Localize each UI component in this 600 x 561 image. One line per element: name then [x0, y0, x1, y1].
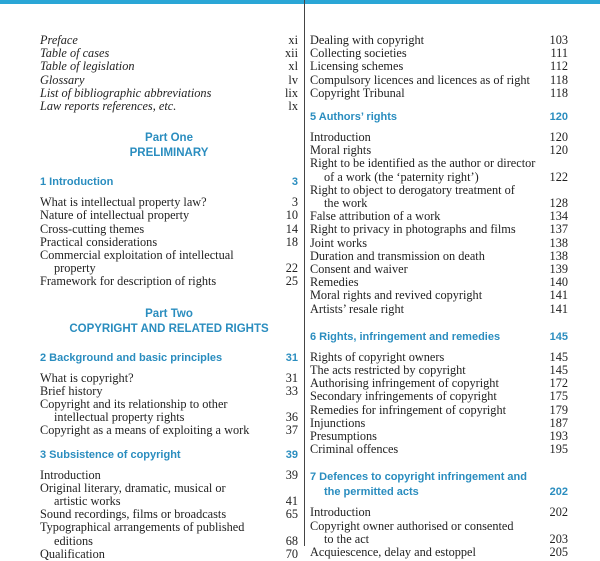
toc-entry[interactable]	[40, 60, 298, 73]
toc-entry-title: Introduction	[40, 467, 101, 482]
toc-entry-title: of a work (the ‘paternity right’)	[324, 169, 479, 184]
toc-entry[interactable]	[40, 74, 298, 87]
toc-entry[interactable]	[310, 87, 568, 100]
toc-entry-page: 139	[549, 262, 568, 277]
toc-entry-page: 37	[285, 423, 298, 438]
toc-entry[interactable]	[40, 209, 298, 222]
toc-entry-page: 134	[549, 209, 568, 224]
toc-entry-title: Right to privacy in photographs and films	[310, 222, 516, 237]
toc-entry-title: Artists’ resale right	[310, 301, 405, 316]
part-one-label: Part One	[145, 132, 193, 145]
chapter-5-heading[interactable]: 5 Authors’ rights 120	[310, 111, 568, 124]
toc-entry-page: 112	[550, 59, 568, 74]
chapter-4-tail-entries	[310, 34, 568, 100]
toc-entry[interactable]	[310, 390, 568, 403]
toc-entry-title: Authorising infringement of copyright	[310, 376, 499, 391]
toc-entry-page: 195	[549, 442, 568, 457]
toc-entry-page: xl	[288, 59, 298, 74]
toc-entry-title: Remedies for infringement of copyright	[310, 402, 507, 417]
part-one-title: PRELIMINARY	[129, 147, 209, 160]
toc-entry-title: Criminal offences	[310, 442, 399, 457]
toc-entry-page: 187	[549, 415, 568, 430]
toc-entry-title: Table of cases	[40, 46, 110, 61]
toc-entry[interactable]	[40, 100, 298, 113]
toc-entry-page: 145	[549, 363, 568, 378]
toc-entry-page: 202	[549, 505, 568, 520]
toc-entry-title: Practical considerations	[40, 234, 158, 249]
toc-entry[interactable]	[40, 548, 298, 561]
toc-entry-title: Typographical arrangements of published	[40, 520, 245, 535]
toc-entry-title: Acquiescence, delay and estoppel	[310, 545, 476, 560]
chapter-2-heading[interactable]: 2 Background and basic principles 31	[40, 351, 298, 364]
toc-entry-title: What is copyright?	[40, 370, 134, 385]
toc-entry-page: 41	[285, 494, 298, 509]
toc-entry-title: Right to be identified as the author or director	[310, 156, 536, 171]
toc-entry-page: 128	[549, 196, 568, 211]
toc-entry-title: Glossary	[40, 72, 85, 87]
toc-entry-title: Introduction	[310, 130, 371, 145]
toc-entry-page: 18	[285, 234, 298, 249]
toc-entry[interactable]	[40, 275, 298, 288]
toc-entry-page: 65	[285, 507, 298, 522]
chapter-7-heading-line1[interactable]: 7 Defences to copyright infringement and	[310, 471, 527, 484]
chapter-3-entries	[40, 469, 298, 561]
toc-entry-title: False attribution of a work	[310, 209, 441, 224]
toc-entry-page: 120	[549, 143, 568, 158]
toc-entry-title: List of bibliographic abbreviations	[40, 85, 212, 100]
toc-entry-title: Qualification	[40, 546, 105, 561]
toc-entry-page: xii	[285, 46, 298, 61]
toc-entry[interactable]	[310, 506, 568, 519]
toc-entry-page: 103	[549, 33, 568, 47]
toc-entry-page: lv	[288, 72, 298, 87]
toc-entry-page: 172	[549, 376, 568, 391]
part-two-title: COPYRIGHT AND RELATED RIGHTS	[69, 322, 269, 335]
toc-entry-title: What is intellectual property law?	[40, 195, 207, 210]
toc-entry-title: Law reports references, etc.	[40, 99, 177, 114]
toc-entry-page: 10	[285, 208, 298, 223]
toc-entry-page: 31	[285, 370, 298, 385]
toc-entry[interactable]	[310, 289, 568, 302]
toc-entry-page: 145	[549, 349, 568, 364]
column-divider	[304, 0, 305, 546]
toc-entry-title: Copyright Tribunal	[310, 85, 405, 100]
top-accent-bar	[0, 0, 600, 4]
toc-entry-title: Preface	[40, 33, 78, 47]
toc-entry[interactable]	[310, 157, 568, 170]
chapter-5-entries	[310, 131, 568, 316]
toc-entry-page: 120	[549, 130, 568, 145]
toc-entry-title: Copyright as a means of exploiting a work	[40, 423, 250, 438]
part-two-label: Part Two	[145, 307, 193, 320]
chapter-3-heading[interactable]: 3 Subsistence of copyright 39	[40, 448, 298, 461]
toc-entry-title: Remedies	[310, 275, 359, 290]
toc-entry-title: to the act	[324, 531, 370, 546]
chapter-2-entries	[40, 372, 298, 438]
toc-entry-page: 175	[549, 389, 568, 404]
toc-entry-title: Cross-cutting themes	[40, 221, 145, 236]
toc-entry-page: 140	[549, 275, 568, 290]
toc-entry-title: artistic works	[54, 494, 121, 509]
toc-entry-title: Collecting societies	[310, 46, 407, 61]
toc-entry-title: Right to object to derogatory treatment of	[310, 182, 515, 197]
chapter-1-entries	[40, 196, 298, 288]
toc-entry-title: Licensing schemes	[310, 59, 404, 74]
toc-entry-title: Dealing with copyright	[310, 33, 425, 47]
toc-entry-title: Consent and waiver	[310, 262, 408, 277]
toc-entry[interactable]	[310, 520, 568, 533]
toc-entry-title: Original literary, dramatic, musical or	[40, 480, 226, 495]
toc-entry[interactable]	[310, 303, 568, 316]
toc-entry-page: 3	[291, 195, 298, 210]
toc-entry-title: Injunctions	[310, 415, 366, 430]
toc-entry-title: Moral rights and revived copyright	[310, 288, 483, 303]
toc-entry[interactable]	[310, 171, 568, 184]
toc-entry-title: Brief history	[40, 383, 103, 398]
toc-entry-title: Duration and transmission on death	[310, 248, 485, 263]
toc-entry-page: 205	[549, 545, 568, 560]
toc-entry[interactable]	[40, 521, 298, 534]
toc-entry[interactable]	[310, 223, 568, 236]
toc-entry-page: 25	[285, 274, 298, 289]
toc-entry-title: the work	[324, 196, 368, 211]
toc-entry-page: 14	[285, 221, 298, 236]
chapter-7-heading-line2[interactable]: the permitted acts 202	[324, 486, 568, 499]
toc-entry-title: The acts restricted by copyright	[310, 363, 466, 378]
toc-entry[interactable]	[310, 404, 568, 417]
toc-entry[interactable]	[40, 223, 298, 236]
toc-entry-page: 36	[285, 410, 298, 425]
toc-entry-page: 111	[550, 46, 568, 61]
toc-entry-title: Commercial exploitation of intellectual	[40, 248, 234, 263]
chapter-1-heading[interactable]: 1 Introduction 3	[40, 176, 298, 189]
toc-entry-title: Introduction	[310, 505, 371, 520]
toc-entry-title: Nature of intellectual property	[40, 208, 190, 223]
toc-entry-page: xi	[288, 33, 298, 47]
toc-entry[interactable]	[310, 443, 568, 456]
chapter-6-entries	[310, 351, 568, 457]
toc-entry-page: 138	[549, 235, 568, 250]
toc-entry[interactable]	[40, 424, 298, 437]
prelims-list	[40, 34, 298, 113]
toc-entry-page: 118	[550, 85, 568, 100]
chapter-7-entries	[310, 506, 568, 559]
toc-right-column	[310, 34, 568, 559]
toc-entry-title: Copyright and its relationship to other	[40, 397, 228, 412]
toc-entry-page: 70	[285, 546, 298, 561]
toc-entry-page: 118	[550, 72, 568, 87]
toc-entry[interactable]	[40, 469, 298, 482]
toc-entry[interactable]	[310, 60, 568, 73]
toc-entry-page: lx	[288, 99, 298, 114]
toc-entry[interactable]	[310, 546, 568, 559]
toc-entry-title: Presumptions	[310, 429, 377, 444]
toc-entry-page: 137	[549, 222, 568, 237]
toc-entry-page: 179	[549, 402, 568, 417]
toc-entry-title: Compulsory licences and licences as of right	[310, 72, 530, 87]
toc-left-column	[40, 34, 298, 561]
toc-entry-page: lix	[285, 85, 298, 100]
toc-entry-title: Framework for description of rights	[40, 274, 217, 289]
toc-entry-title: Secondary infringements of copyright	[310, 389, 497, 404]
toc-entry-page: 138	[549, 248, 568, 263]
toc-entry-title: editions	[54, 533, 93, 548]
toc-entry-page: 203	[549, 531, 568, 546]
toc-entry-title: property	[54, 261, 96, 276]
toc-entry-page: 193	[549, 429, 568, 444]
toc-entry-page: 33	[285, 383, 298, 398]
toc-entry-title: Moral rights	[310, 143, 372, 158]
toc-entry-page: 22	[285, 261, 298, 276]
toc-entry-title: Joint works	[310, 235, 368, 250]
toc-entry-title: Rights of copyright owners	[310, 349, 445, 364]
toc-entry-title: Table of legislation	[40, 59, 135, 74]
toc-entry-page: 68	[285, 533, 298, 548]
toc-entry[interactable]	[40, 372, 298, 385]
toc-entry-title: Sound recordings, films or broadcasts	[40, 507, 227, 522]
toc-entry-page: 141	[549, 288, 568, 303]
toc-entry[interactable]	[310, 74, 568, 87]
toc-entry-title: intellectual property rights	[54, 410, 185, 425]
chapter-6-heading[interactable]: 6 Rights, infringement and remedies 145	[310, 330, 568, 343]
toc-entry-page: 39	[285, 467, 298, 482]
toc-entry-page: 122	[549, 169, 568, 184]
toc-entry-page: 141	[549, 301, 568, 316]
toc-entry[interactable]	[310, 237, 568, 250]
toc-entry-title: Copyright owner authorised or consented	[310, 518, 514, 533]
